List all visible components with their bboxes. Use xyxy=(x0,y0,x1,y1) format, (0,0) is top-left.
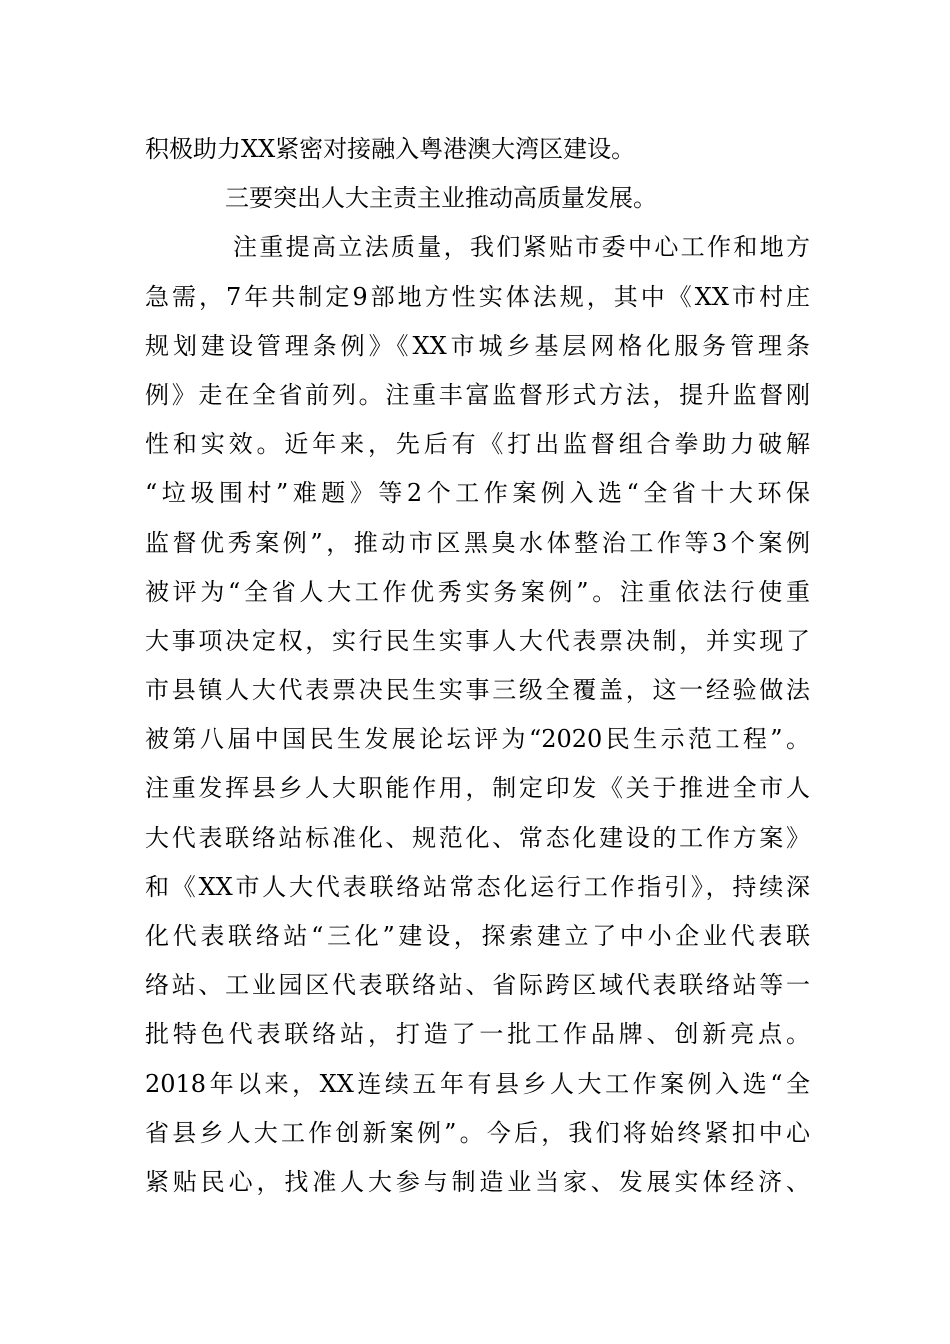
paragraph-line: 2018年以来，XX连续五年有县乡人大工作案例入选“全 xyxy=(145,1069,810,1098)
paragraph-line: 化代表联络站“三化”建设，探索建立了中小企业代表联 xyxy=(145,922,810,950)
paragraph-line: 被评为“全省人大工作优秀实务案例”。注重依法行使重 xyxy=(145,577,810,606)
paragraph-line: 监督优秀案例”，推动市区黑臭水体整治工作等3个案例 xyxy=(145,528,810,557)
paragraph-line: 被第八届中国民生发展论坛评为“2020民生示范工程”。 xyxy=(145,725,810,754)
paragraph-line: 紧贴民心，找准人大参与制造业当家、发展实体经济、 xyxy=(145,1167,810,1196)
paragraph-line: 性和实效。近年来，先后有《打出监督组合拳助力破解 xyxy=(145,430,810,459)
paragraph-line: 省县乡人大工作创新案例”。今后，我们将始终紧扣中心 xyxy=(145,1118,810,1147)
paragraph-line: 积极助力XX紧密对接融入粤港澳大湾区建设。 xyxy=(145,135,636,163)
document-body xyxy=(145,125,810,1207)
section-heading: 三要突出人大主责主业推动高质量发展。 xyxy=(225,184,657,213)
paragraph-line: “垃圾围村”难题》等2个工作案例入选“全省十大环保 xyxy=(145,479,810,508)
paragraph-line: 注重发挥县乡人大职能作用，制定印发《关于推进全市人 xyxy=(145,774,810,803)
paragraph-line: 例》走在全省前列。注重丰富监督形式方法，提升监督刚 xyxy=(145,380,810,409)
paragraph-line: 络站、工业园区代表联络站、省际跨区域代表联络站等一 xyxy=(145,971,810,1000)
paragraph-line: 和《XX市人大代表联络站常态化运行工作指引》，持续深 xyxy=(145,872,810,901)
paragraph-line: 市县镇人大代表票决民生实事三级全覆盖，这一经验做法 xyxy=(145,676,810,705)
paragraph-line: 规划建设管理条例》《XX市城乡基层网格化服务管理条 xyxy=(145,331,810,360)
paragraph-line: 大代表联络站标准化、规范化、常态化建设的工作方案》 xyxy=(145,823,810,852)
paragraph-line: 注重提高立法质量，我们紧贴市委中心工作和地方 xyxy=(233,233,810,262)
paragraph-line: 大事项决定权，实行民生实事人大代表票决制，并实现了 xyxy=(145,626,810,655)
paragraph-line: 批特色代表联络站，打造了一批工作品牌、创新亮点。 xyxy=(145,1020,810,1049)
paragraph-line: 急需，7年共制定9部地方性实体法规，其中《XX市村庄 xyxy=(145,282,810,311)
